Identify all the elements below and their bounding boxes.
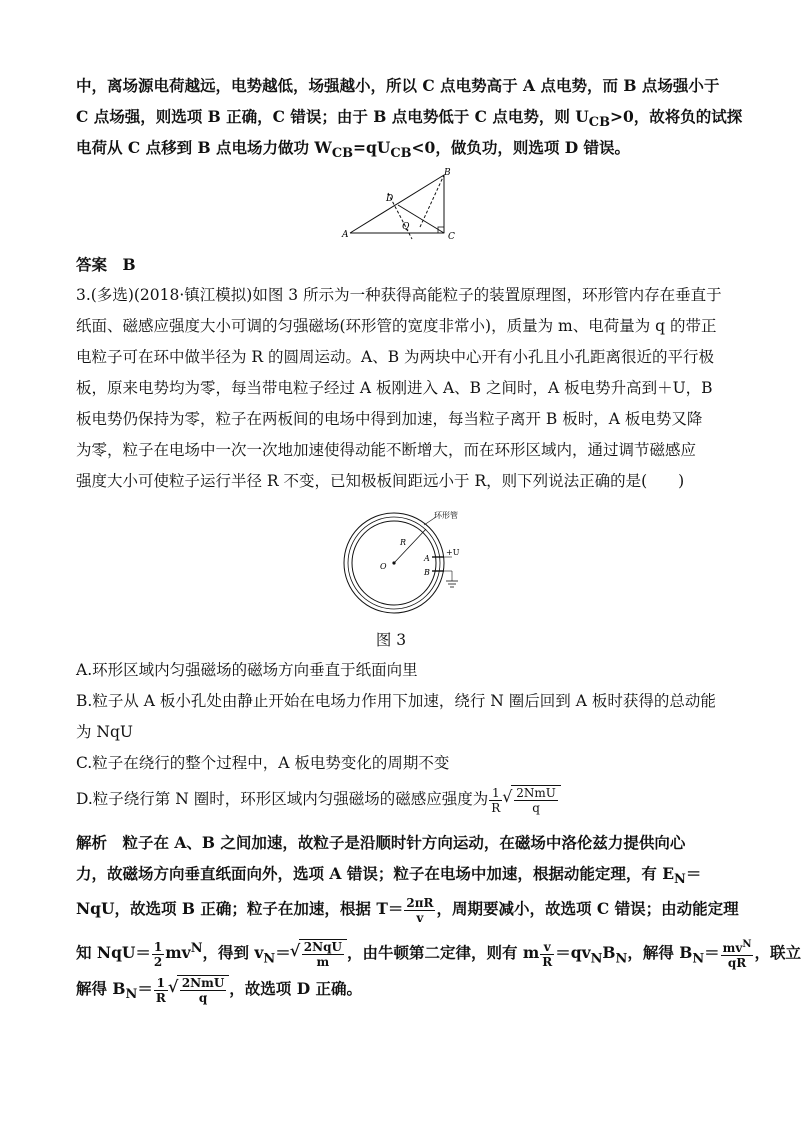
figure-caption: 图 3 [375,631,407,649]
q3-line-4: 板，原来电势均为零，每当带电粒子经过 A 板刚进入 A、B 之间时，A 板电势升高到＋U，B [76,379,713,397]
fig-label-plate-b: B [424,568,430,577]
solution-line-1: 解析 粒子在 A、B 之间加速，故粒子是沿顺时针方向运动，在磁场中洛伦兹力提供向心 [76,833,686,852]
prev-solution-line-1: 中，离场源电荷越远，电势越低，场强越小，所以 C 点电势高于 A 点电势，而 B 点场强小于 [76,76,720,95]
option-d: D.粒子绕行第 N 圈时，环形区域内匀强磁场的磁感应强度为 $\frac{1}{R}$ √ $\frac{\text{2NmU}}{q}$ [76,779,724,819]
fig-label-tube: 环形管 [434,511,458,520]
ring-tube-figure [340,509,480,615]
fig-label-d: D [386,194,394,204]
page-content [76,70,801,1009]
triangle-figure [340,169,460,245]
option-b-line-1: B.粒子从 A 板小孔处由静止开始在电场力作用下加速，绕行 N 圈后回到 A 板时获得的总动能 [76,692,716,710]
fig-label-q: Q [402,222,410,232]
fig-label-c: C [448,232,455,242]
solution-line-5: 解得 $B_N=$ $\frac{1}{R}$ √ $\frac{\text{2NmU}}{q}$ ，故选项 D 正确。 [76,969,724,1009]
solution-line-2: 力，故磁场方向垂直纸面向外，选项 A 错误；粒子在电场中加速，根据动能定理，有 $E_N=$ [76,864,702,888]
fig-label-o: O [380,562,387,571]
fig-label-voltage: +U [446,548,460,557]
q3-line-6: 为零，粒子在电场中一次一次地加速使得动能不断增大，而在环形区域内，通过调节磁感应 [76,441,697,459]
solution-line-4: 知 NqU＝ $\frac{1}{2}$ $mv^N$，得到 $v_N=$ √ $\frac{\text{2NqU}}{m}$ ，由牛顿第二定律，则有 m $\frac{v}{R}$ $=qv_NB_N$，解得 $B_N=$ $\frac{mv^N}{qR}$ ，联立 [76,929,724,969]
option-c: C.粒子在绕行的整个过程中，A 板电势变化的周期不变 [76,754,450,772]
option-d-fraction: $\frac{1}{R}$ [491,785,501,815]
fig-label-plate-a: A [424,554,430,563]
solution-line-3: NqU，故选项 B 正确；粒子在加速，根据 T＝ $\frac{2\pi R}{v}$ ，周期要减小，故选项 C 错误；由动能定理 [76,895,739,925]
fig-label-a: A [342,230,349,240]
fig-label-b: B [444,168,451,178]
q3-line-1: 3.(多选)(2018·镇江模拟)如图 3 所示为一种获得高能粒子的装置原理图，环形管内存在垂直于 [76,286,722,304]
prev-solution-line-2: C 点场强，则选项 B 正确，C 错误；由于 B 点电势低于 C 点电势，则 $U_{CB}>0$，故将负的试探 [76,107,743,131]
prev-solution-line-3: 电荷从 C 点移到 B 点电场力做功 $W_{CB}=qU_{CB}<0$，做负功，则选项 D 错误。 [76,138,631,162]
option-a: A.环形区域内匀强磁场的磁场方向垂直于纸面向里 [76,661,418,679]
fig-label-r: R [400,538,407,547]
q3-line-2: 纸面、磁感应强度大小可调的匀强磁场(环形管的宽度非常小)，质量为 m、电荷量为 q 的带正 [76,317,717,335]
option-b-line-2: 为 NqU [76,723,133,741]
option-d-sqrt: √ $\frac{\text{2NmU}}{q}$ [511,785,561,815]
answer-line: 答案 B [76,255,136,274]
q3-line-5: 板电势仍保持为零，粒子在两板间的电场中得到加速，每当粒子离开 B 板时，A 板电势又降 [76,410,703,428]
q3-line-3: 电粒子可在环中做半径为 R 的圆周运动。A、B 为两块中心开有小孔且小孔距离很近的平行极 [76,348,715,366]
q3-line-7: 强度大小可使粒子运行半径 R 不变，已知极板间距远小于 R，则下列说法正确的是( ) [76,472,685,490]
